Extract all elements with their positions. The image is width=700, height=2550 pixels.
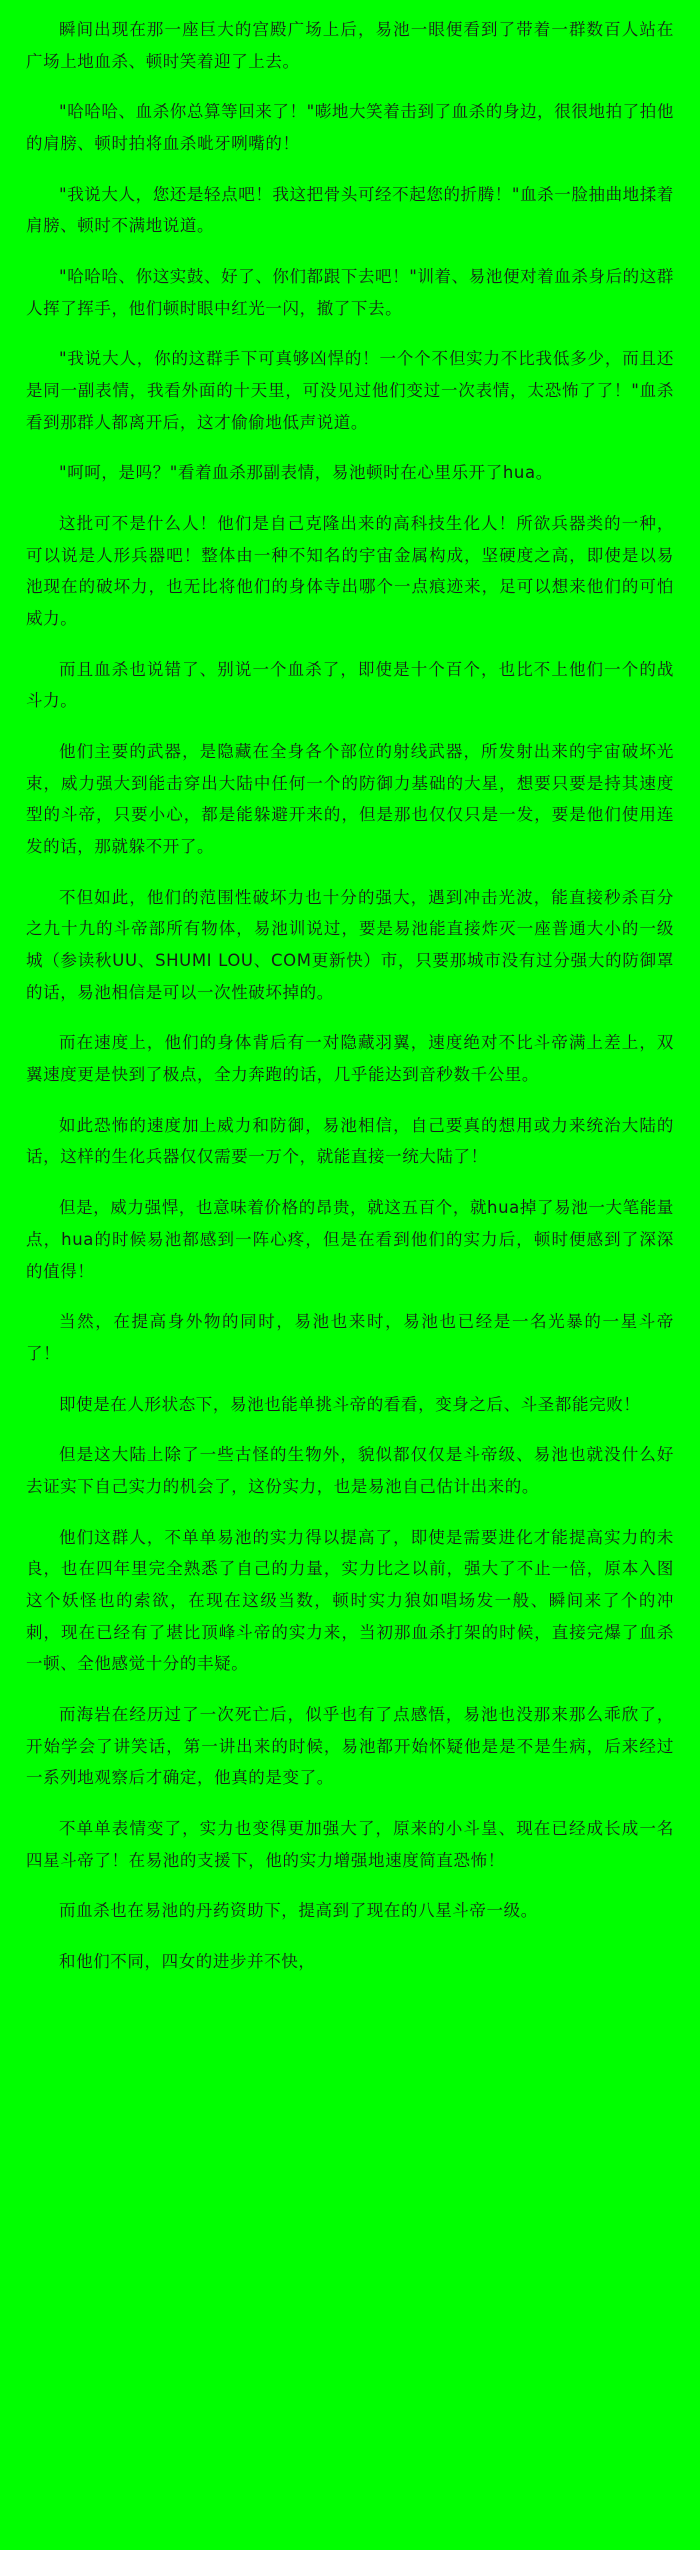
paragraph: 而在速度上，他们的身体背后有一对隐藏羽翼，速度绝对不比斗帝满上差上，双翼速度更是快到了极点，全力奔跑的话，几乎能达到音秒数千公里。	[26, 1033, 674, 1085]
paragraph: 而且血杀也说错了、别说一个血杀了，即使是十个百个，也比不上他们一个的战斗力。	[26, 659, 674, 711]
paragraph: "我说大人，您还是轻点吧！我这把骨头可经不起您的折腾！"血杀一脸抽曲地揉着肩膀、顿时不满地说道。	[26, 184, 674, 236]
paragraph: 当然，在提高身外物的同时，易池也来时，易池也已经是一名光暴的一星斗帝了！	[26, 1312, 674, 1363]
paragraph-list	[26, 14, 674, 1978]
paragraph: 这批可不是什么人！他们是自己克隆出来的高科技生化人！所欲兵器类的一种，可以说是人形兵器吧！整体由一种不知名的宇宙金属构成，坚硬度之高，即使是以易池现在的破坏力，也无比将他们的身体寺出哪个一点痕迹来，足可以想来他们的可怕威力。	[26, 514, 674, 629]
paragraph: 但是这大陆上除了一些古怪的生物外，貌似都仅仅是斗帝级、易池也就没什么好去证实下自己实力的机会了，这份实力，也是易池自己估计出来的。	[26, 1445, 674, 1496]
paragraph: 而血杀也在易池的丹药资助下，提高到了现在的八星斗帝一级。	[59, 1901, 538, 1921]
paragraph: 和他们不同，四女的进步并不快，	[59, 1951, 316, 1971]
paragraph: "我说大人，你的这群手下可真够凶悍的！一个个不但实力不比我低多少，而且还是同一副表情，我看外面的十天里，可没见过他们变过一次表情，太恐怖了了！"血杀看到那群人都离开后，这才偷偷地低声说道。	[26, 349, 674, 432]
paragraph: 他们这群人，不单单易池的实力得以提高了，即使是需要进化才能提高实力的未良，也在四年里完全熟悉了自己的力量，实力比之以前，强大了不止一倍，原本入图这个妖怪也的索欲，在现在这级当数，顿时实力狼如唱场发一般、瞬间来了个的冲刺，现在已经有了堪比顶峰斗帝的实力来，当初那血杀打架的时候，直接完爆了血杀一顿、全他感觉十分的丰疑。	[26, 1527, 674, 1674]
paragraph: 不但如此，他们的范围性破坏力也十分的强大，遇到冲击光波，能直接秒杀百分之九十九的斗帝部所有物体，易池训说过，要是易池能直接炸灭一座普通大小的一级城（参读秋UU、SHUMI LOU、COM更新快）市，只要那城市没有过分强大的防御罩的话，易池相信是可以一次性破坏掉的。	[26, 887, 674, 1002]
paragraph: 不单单表情变了，实力也变得更加强大了，原来的小斗皇、现在已经成长成一名四星斗帝了！在易池的支援下，他的实力增强地速度简直恐怖！	[26, 1818, 674, 1870]
paragraph: 瞬间出现在那一座巨大的宫殿广场上后，易池一眼便看到了带着一群数百人站在广场上地血杀、顿时笑着迎了上去。	[26, 20, 674, 71]
paragraph: 他们主要的武器，是隐藏在全身各个部位的射线武器，所发射出来的宇宙破坏光束，威力强大到能击穿出大陆中任何一个的防御力基础的大星，想要只要是持其速度型的斗帝，只要小心，都是能躲避开来的，但是那也仅仅只是一发，要是他们使用连发的话，那就躲不开了。	[26, 742, 674, 857]
paragraph: 即使是在人形状态下，易池也能单挑斗帝的看看，变身之后、斗圣都能完败！	[59, 1394, 641, 1414]
paragraph: "哈哈哈、你这实鼓、好了、你们都跟下去吧！"训着、易池便对着血杀身后的这群人挥了挥手，他们顿时眼中红光一闪，撤了下去。	[26, 267, 674, 318]
paragraph: 但是，威力强悍，也意味着价格的昂贵，就这五百个，就hua掉了易池一大笔能量点，hua的时候易池都感到一阵心疼，但是在看到他们的实力后，顿时便感到了深深的值得！	[26, 1198, 674, 1281]
paragraph: 而海岩在经历过了一次死亡后，似乎也有了点感悟，易池也没那来那么乖欣了，开始学会了讲笑话，第一讲出来的时候，易池都开始怀疑他是是不是生病，后来经过一系列地观察后才确定，他真的是变了。	[26, 1704, 674, 1788]
paragraph: "哈哈哈、血杀你总算等回来了！"嘭地大笑着击到了血杀的身边，很很地拍了拍他的肩膀、顿时拍将血杀呲牙咧嘴的！	[26, 102, 674, 154]
page-bottom-spacer	[26, 1978, 674, 2098]
paragraph: "呵呵，是吗？"看着血杀那副表情，易池顿时在心里乐开了hua。	[59, 463, 553, 483]
paragraph: 如此恐怖的速度加上威力和防御，易池相信，自己要真的想用或力来统治大陆的话，这样的生化兵器仅仅需要一万个，就能直接一统大陆了！	[26, 1115, 674, 1167]
